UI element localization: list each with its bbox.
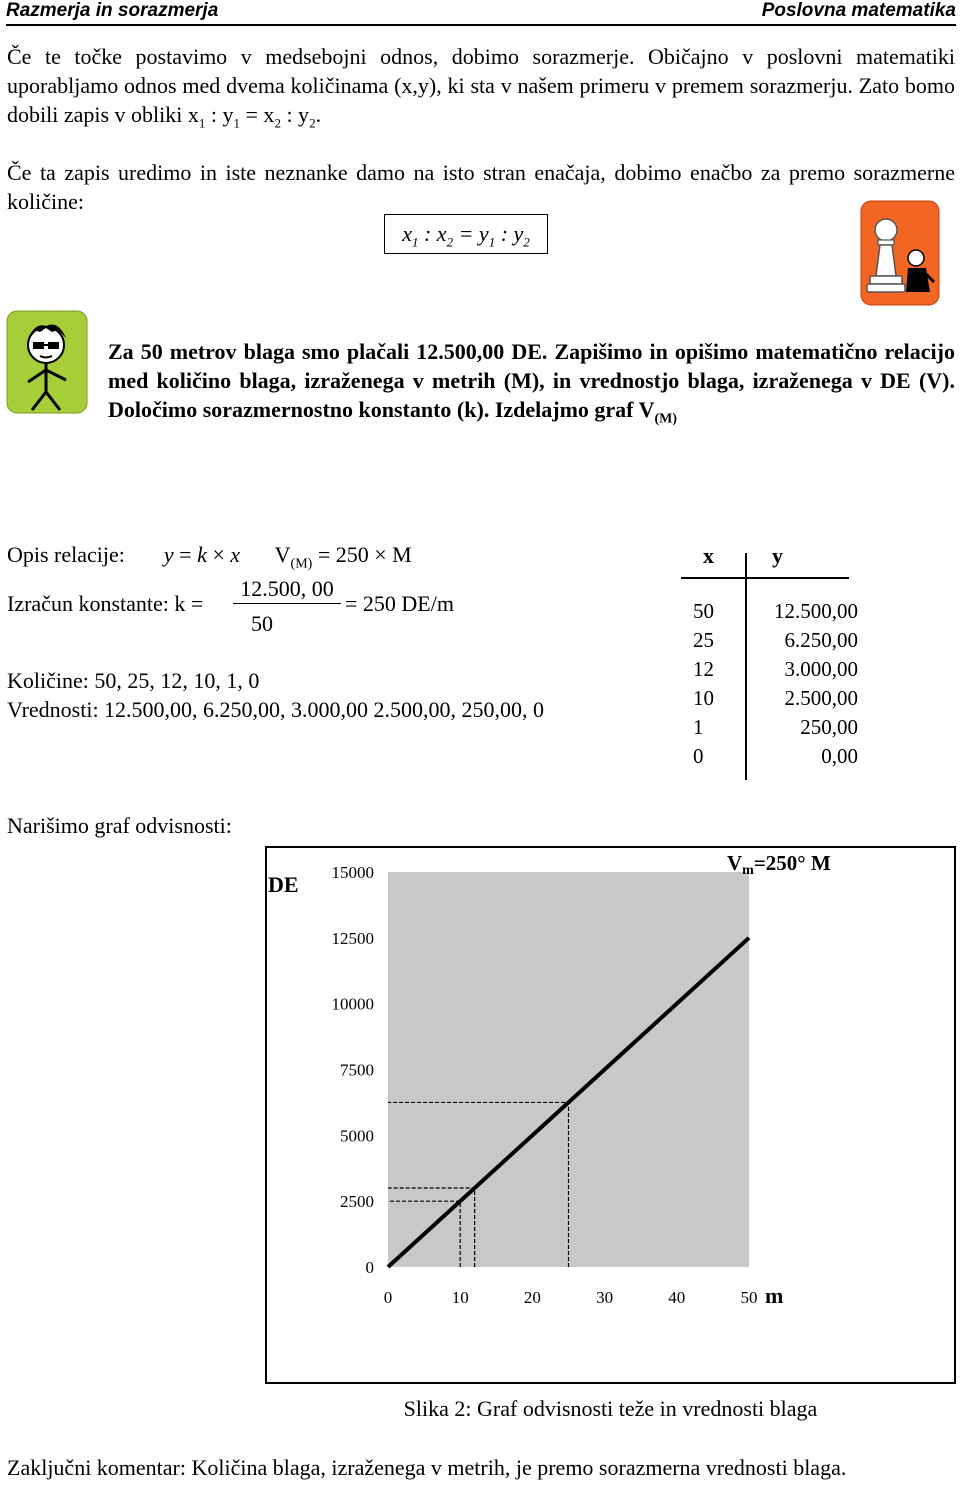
figure-caption: Slika 2: Graf odvisnosti teže in vrednosti blaga [403,1396,818,1421]
fraction-bar [233,603,341,604]
table-cell-y: 0,00 [821,744,858,768]
x-tick-label: 0 [383,1288,393,1307]
plot-area [388,872,749,1267]
graph-intro: Narišimo graf odvisnosti: [7,813,232,838]
student-icon [6,310,88,414]
y-tick-label: 5000 [340,1126,374,1146]
table-cell-x: 10 [693,686,714,710]
x-axis-label: m [765,1283,784,1308]
page-header [6,0,956,26]
chess-pawn-icon [860,200,940,306]
y-tick-label: 10000 [331,994,374,1014]
constant-label: Izračun konstante: k = [7,591,204,616]
x-tick-label: 40 [668,1288,686,1307]
x-tick-label: 30 [596,1288,614,1307]
chart-annotation: Vm=250° M [727,851,831,878]
table-header-rule [681,577,849,579]
x-tick-label: 20 [523,1288,541,1307]
intro-paragraph-2: Če ta zapis uredimo in iste neznanke damo na isto stran enačaja, dobimo enačbo za premo sorazmerne količine: [7,160,955,214]
table-cell-y: 3.000,00 [784,657,858,681]
header-left: Razmerja in sorazmerja [6,0,219,21]
header-right: Poslovna matematika [761,0,956,21]
table-cell-y: 2.500,00 [784,686,858,710]
x-tick-label: 10 [451,1288,469,1307]
table-cell-y: 12.500,00 [774,599,858,623]
y-tick-label: 15000 [331,863,374,882]
table-cell-y: 6.250,00 [784,628,858,652]
kolicine-line: Količine: 50, 25, 12, 10, 1, 0 [7,668,260,693]
y-tick-label: 7500 [340,1060,374,1080]
table-head-y: y [772,543,783,568]
proportion-chart [265,846,956,1384]
x-tick-label: 50 [740,1288,758,1307]
constant-result: = 250 DE/m [345,591,454,616]
y-axis-label: DE [268,872,299,897]
table-cell-x: 0 [693,744,704,768]
task-text-1: Za 50 metrov blaga smo plačali 12.500,00 DE. Zapišimo in opišimo matematično relacijo med količino blaga, izraženega v metrih (M), in vrednostjo blaga, izraženega v DE (V). Določimo sorazmernostno konstanto (k). Izdelajmo graf $V_{(M)}$ [108,339,955,427]
table-cell-x: 50 [693,599,714,623]
y-tick-label: 0 [365,1258,374,1277]
proportion-formula: $x_1$ : $x_2 = y_1$ : $y_2$ [384,214,548,254]
table-cell-y: 250,00 [800,715,858,739]
relation-line: Opis relacije: y = k × x $V_{(M)} = 250 \times M$ [7,542,412,572]
table-column-rule [745,553,747,780]
y-tick-label: 12500 [331,928,374,948]
constant-numerator: 12.500, 00 [240,576,334,601]
vrednosti-line: Vrednosti: 12.500,00, 6.250,00, 3.000,00 2.500,00, 250,00, 0 [7,697,545,722]
y-tick-label: 2500 [340,1192,374,1212]
constant-denominator: 50 [251,611,273,636]
table-cell-x: 25 [693,628,714,652]
intro-paragraph-1: Če te točke postavimo v medsebojni odnos, dobimo sorazmerje. Običajno v poslovni matematiki uporabljamo odnos med dvema količinama (x,y), ki sta v našem primeru v premem sorazmerju. Zato bomo dobili zapis v obliki $x_1$ : $y_1 = x_2$ : $y_2$. [7,44,955,131]
table-cell-x: 12 [693,657,714,681]
conclusion: Zaključni komentar: Količina blaga, izraženega v metrih, je premo sorazmerna vrednosti blaga. [7,1455,847,1480]
table-head-x: x [703,543,714,568]
table-cell-x: 1 [693,715,704,739]
